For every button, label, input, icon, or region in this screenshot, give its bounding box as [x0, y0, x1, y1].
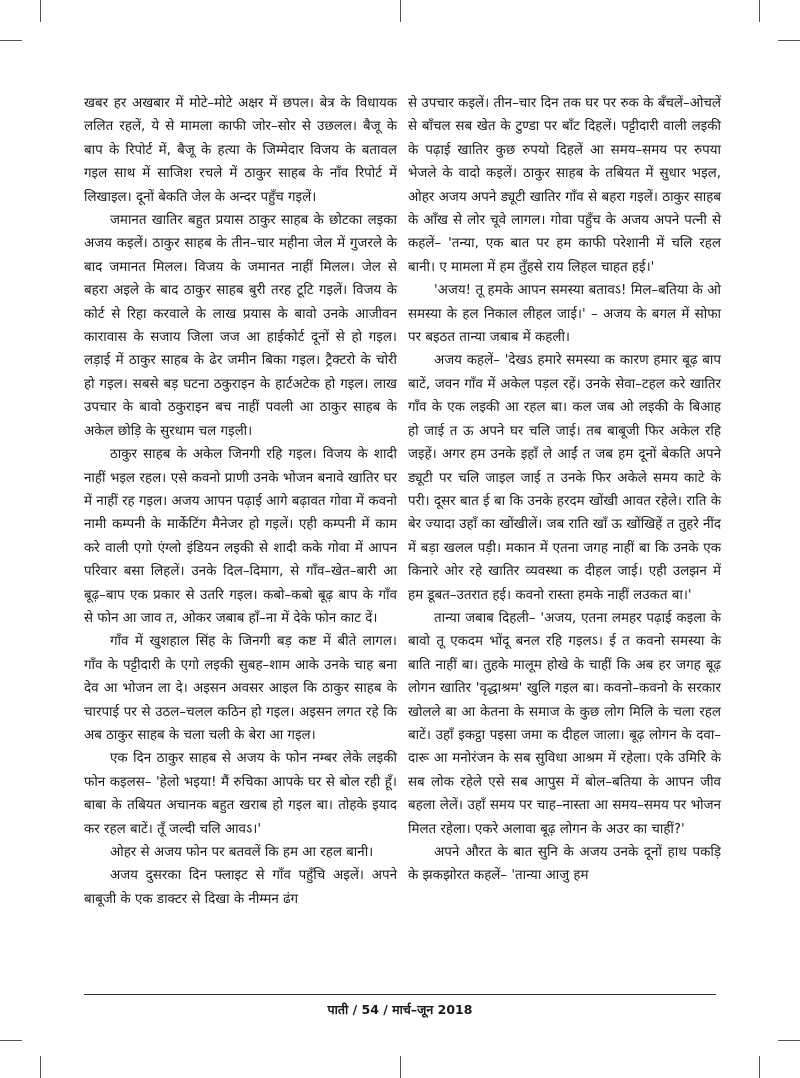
paragraph: ठाकुर साहब के अकेल जिनगी रहि गइल। विजय के शादी नाहीं भइल रहल। एसे कवनो प्राणी उनके भोजन बनावे खातिर घर में नाहीं रह गइल। अजय आपन पढ़ाई आगे बढ़ावत गोवा में कवनो नामी कम्पनी के मार्केटिंग मैनेजर हो गइलें। एही कम्पनी में काम करे वाली एगो एंग्लो इंडियन लइकी से शादी कके गोवा में आपन परिवार बसा लिहलें। उनके दिल–दिमाग, से गाँव–खेत–बारी आ बूढ़–बाप एक प्रकार से उतरि गइल। कबो–कबो बूढ़ बाप के गाँव से फोन आ जाव त, ओकर जबाब हाँ–ना में देके फोन काट दें।: [84, 447, 397, 626]
crop-mark-bottom-left-horizontal: [0, 1040, 22, 1041]
left-column: [84, 92, 397, 911]
paragraph: तान्या जबाब दिहली– 'अजय, एतना लमहर पढ़ाई कइला के बावो तू एकदम भोंदू बनल रहि गइलऽ। ई त कवनो समस्या के बाति नाहीं बा। तुहके मालूम होखे के चाहीं कि अब हर जगह बूढ़ लोगन खातिर 'वृद्धाश्रम' खुलि गइल बा। कवनो–कवनो के सरकार खोलले बा आ केतना के समाज के कुछ लोग मिलि के चला रहल बाटें। उहाँ इकट्ठा पइसा जमा क दीहल जाला। बूढ़ लोगन के दवा–दारू आ मनोरंजन के सब सुविधा आश्रम में रहेला। एके उमिरि के सब लोक रहेले एसे सब आपुस में बोल–बतिया के आपन जीव बहला लेलें। उहाँ समय पर चाह–नास्ता आ समय–समय पर भोजन मिलत रहेला। एकरे अलावा बूढ़ लोगन के अउर का चाहीं?': [408, 610, 721, 837]
crop-mark-top-left-vertical: [40, 0, 41, 22]
paragraph: 'अजय! तू हमके आपन समस्या बतावऽ! मिल–बतिया के ओ समस्या के हल निकाल लीहल जाई।' – अजय के बगल में सोफा पर बइठत तान्या जबाब में कहली।: [408, 283, 721, 346]
paragraph: गाँव में खुशहाल सिंह के जिनगी बड़ कष्ट में बीते लागल। गाँव के पट्टीदारी के एगो लइकी सुबह–शाम आके उनके चाह बना देव आ भोजन ला दे। अइसन अवसर आइल कि ठाकुर साहब के चारपाई पर से उठल–चलल कठिन हो गइल। अइसन लगत रहे कि अब ठाकुर साहब के चला चली के बेरा आ गइल।: [84, 634, 397, 743]
paragraph: अजय दुसरका दिन फ्लाइट से गाँव पहुँचि अइलें। अपने बाबूजी के एक डाक्टर से दिखा के नीम्मन ढंग: [84, 868, 397, 907]
paragraph: एक दिन ठाकुर साहब से अजय के फोन नम्बर लेके लइकी फोन कइलस– 'हेलो भइया! मैं रुचिका आपके घर से बोल रही हूँ। बाबा के तबियत अचानक बहुत खराब हो गइल बा। तोहके इयाद कर रहल बाटें। तूँ जल्दी चलि आवऽ।': [84, 751, 397, 837]
paragraph: अजय कहलें– 'देखऽ हमारे समस्या क कारण हमार बूढ़ बाप बाटें, जवन गाँव में अकेल पड़ल रहें। उनके सेवा–टहल करे खातिर गाँव के एक लइकी आ रहल बा। कल जब ओ लइकी के बिआह हो जाई त ऊ अपने घर चलि जाई। तब बाबूजी फिर अकेल रहि जइहें। अगर हम उनके इहाँ ले आईं त जब हम दूनों बेकति अपने ड्यूटी पर चलि जाइल जाई त उनके फिर अकेले समय काटे के परी। दूसर बात ई बा कि उनके हरदम खोंखी आवत रहेले। राति के बेर ज्यादा उहाँ का खोंखीलें। जब राति खाँ ऊ खोंखिहें त तुहरे नींद में बड़ा खलल पड़ी। मकान में एतना जगह नाहीं बा कि उनके एक किनारे ओर रहे खातिर व्यवस्था क दीहल जाई। एही उलझन में हम डूबत–उतरात हई। कवनो रास्ता हमके नाहीं लउकत बा।': [408, 353, 721, 603]
crop-mark-top-right-horizontal: [778, 40, 800, 41]
crop-mark-bottom-center-vertical: [400, 1056, 401, 1078]
crop-mark-top-right-vertical: [759, 0, 760, 22]
crop-mark-bottom-right-vertical: [759, 1056, 760, 1078]
paragraph: अपने औरत के बात सुनि के अजय उनके दूनों हाथ पकड़ि के झकझोरत कहलें– 'तान्या आजु हम: [408, 845, 721, 884]
crop-mark-top-center-vertical: [400, 0, 401, 22]
page-footer: पाती / 54 / मार्च–जून 2018: [327, 1002, 473, 1017]
footer-rule: [84, 994, 716, 995]
crop-mark-bottom-right-horizontal: [778, 1040, 800, 1041]
paragraph: ओहर से अजय फोन पर बतवलें कि हम आ रहल बानी।: [110, 845, 374, 860]
paragraph: खबर हर अखबार में मोटे–मोटे अक्षर में छपल। बेत्र के विधायक ललित रहलें, ये से मामला काफी जोर–सोर से उछलल। बैजू के बाप के रिपोर्ट में, बैजू के हत्या के जिम्मेदार विजय के बतावल गइल साथ में साजिश रचले में ठाकुर साहब के नाँव रिपोर्ट में लिखाइल। दूनों बेकति जेल के अन्दर पहुँच गइलें।: [84, 96, 397, 205]
paragraph: जमानत खातिर बहुत प्रयास ठाकुर साहब के छोटका लइका अजय कइलें। ठाकुर साहब के तीन–चार महीना जेल में गुजरले के बाद जमानत मिलल। विजय के जमानत नाहीं मिलल। जेल से बहरा अइले के बाद ठाकुर साहब बुरी तरह टूटि गइलें। विजय के कोर्ट से रिहा करवाले के लाख प्रयास के बावो उनके आजीवन कारावास के सजाय जिला जज आ हाईकोर्ट दूनों से हो गइल। लड़ाई में ठाकुर साहब के ढेर जमीन बिका गइल। ट्रैक्टरो के चोरी हो गइल। सबसे बड़ घटना ठकुराइन के हार्टअटेक हो गइल। लाख उपचार के बावो ठकुराइन बच नाहीं पवली आ ठाकुर साहब के अकेल छोड़ि के सुरधाम चल गइली।: [84, 213, 397, 439]
crop-mark-top-left-horizontal: [0, 40, 22, 41]
paragraph: से उपचार कइलें। तीन–चार दिन तक घर पर रुक के बँचलें–ओचलें से बाँचल सब खेत के टुण्डा पर बाँट दिहलें। पट्टीदारी वाली लइकी के पढ़ाई खातिर कुछ रुपयो दिहलें आ समय–समय पर रुपया भेजले के वादो कइलें। ठाकुर साहब के तबियत में सुधार भइल, ओहर अजय अपने ड्यूटी खातिर गाँव से बहरा गइलें। ठाकुर साहब के आँख से लोर चूवे लागल। गोवा पहुँच के अजय अपने पत्नी से कहलें– 'तन्या, एक बात पर हम काफी परेशानी में चलि रहल बानी। ए मामला में हम तुँहसे राय लिहल चाहत हई।': [408, 96, 721, 275]
crop-mark-bottom-left-vertical: [40, 1056, 41, 1078]
right-column: [408, 92, 721, 888]
